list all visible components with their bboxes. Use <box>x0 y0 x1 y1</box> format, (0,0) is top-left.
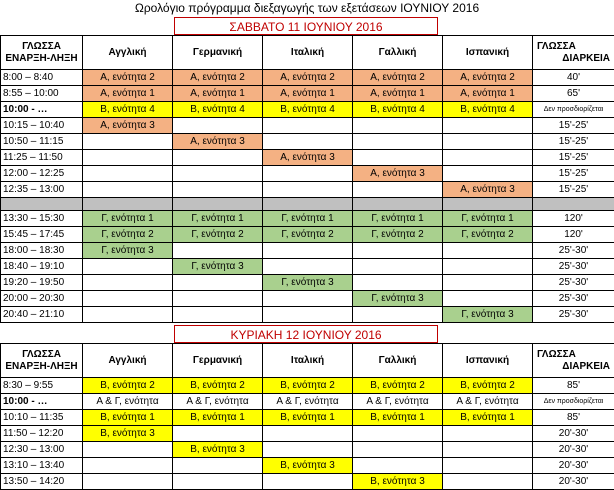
duration-cell: 15'-25' <box>533 182 614 198</box>
exam-cell <box>443 426 533 442</box>
time-cell: 12:00 – 12:25 <box>1 166 83 182</box>
schedule-row <box>1 86 614 102</box>
time-cell: 19:20 – 19:50 <box>1 275 83 291</box>
duration-cell: Δεν προσδιορίζεται <box>533 394 614 410</box>
duration-cell: 120' <box>533 227 614 243</box>
saturday-day-label: ΣΑΒΒΑΤΟ 11 ΙΟΥΝΙΟΥ 2016 <box>174 17 438 35</box>
exam-cell <box>353 243 443 259</box>
time-cell: 18:00 – 18:30 <box>1 243 83 259</box>
schedule-row <box>1 118 614 134</box>
exam-cell <box>173 291 263 307</box>
duration-cell: 20'-30' <box>533 442 614 458</box>
time-cell: 10:00 - … <box>1 394 83 410</box>
time-cell: 10:15 – 10:40 <box>1 118 83 134</box>
exam-cell: Α & Γ, ενότητα <box>83 394 173 410</box>
duration-cell: 20'-30' <box>533 458 614 474</box>
exam-cell: Β, ενότητα 1 <box>353 410 443 426</box>
exam-cell <box>263 307 353 323</box>
exam-cell: Β, ενότητα 3 <box>83 426 173 442</box>
time-cell: 10:50 – 11:15 <box>1 134 83 150</box>
exam-cell: Β, ενότητα 1 <box>173 410 263 426</box>
exam-cell <box>443 442 533 458</box>
exam-cell <box>263 259 353 275</box>
schedule-row <box>1 275 614 291</box>
exam-cell: Γ, ενότητα 2 <box>263 227 353 243</box>
exam-cell: Γ, ενότητα 1 <box>263 211 353 227</box>
header-start-end-label: ΕΝΑΡΞΗ-ΛΗΞΗ <box>1 53 82 65</box>
time-cell: 10:00 - … <box>1 102 83 118</box>
header-row <box>1 36 614 70</box>
exam-cell: Γ, ενότητα 3 <box>353 291 443 307</box>
duration-cell: 25'-30' <box>533 259 614 275</box>
separator-cell <box>263 198 353 211</box>
exam-cell <box>443 150 533 166</box>
exam-cell: Α, ενότητα 1 <box>263 86 353 102</box>
exam-cell <box>263 474 353 490</box>
time-cell: 8:55 – 10:00 <box>1 86 83 102</box>
exam-cell: Γ, ενότητα 1 <box>83 211 173 227</box>
time-cell: 15:45 – 17:45 <box>1 227 83 243</box>
schedule-row <box>1 102 614 118</box>
exam-cell <box>353 134 443 150</box>
schedule-row <box>1 410 614 426</box>
exam-cell <box>353 150 443 166</box>
duration-cell: 20'-30' <box>533 474 614 490</box>
exam-cell <box>83 166 173 182</box>
exam-cell: Β, ενότητα 4 <box>263 102 353 118</box>
time-cell: 8:00 – 8:40 <box>1 70 83 86</box>
time-cell: 18:40 – 19:10 <box>1 259 83 275</box>
exam-cell <box>443 275 533 291</box>
exam-cell <box>83 291 173 307</box>
separator-row <box>1 198 614 211</box>
exam-cell <box>353 458 443 474</box>
exam-cell: Β, ενότητα 1 <box>83 410 173 426</box>
schedule-row <box>1 291 614 307</box>
header-language: Γερμανική <box>173 36 263 70</box>
time-cell: 20:40 – 21:10 <box>1 307 83 323</box>
exam-cell <box>173 118 263 134</box>
schedule-row <box>1 243 614 259</box>
time-cell: 13:10 – 13:40 <box>1 458 83 474</box>
time-cell: 20:00 – 20:30 <box>1 291 83 307</box>
header-language: Γερμανική <box>173 344 263 378</box>
duration-cell: 15'-25' <box>533 150 614 166</box>
exam-cell <box>173 243 263 259</box>
schedule-row <box>1 378 614 394</box>
exam-cell: Α & Γ, ενότητα <box>443 394 533 410</box>
schedule-row <box>1 70 614 86</box>
exam-cell: Β, ενότητα 2 <box>263 378 353 394</box>
separator-cell <box>443 198 533 211</box>
separator-cell <box>83 198 173 211</box>
exam-cell: Α, ενότητα 2 <box>353 70 443 86</box>
saturday-schedule-table <box>0 35 614 323</box>
duration-cell: 40' <box>533 70 614 86</box>
exam-cell: Α, ενότητα 3 <box>353 166 443 182</box>
duration-cell: 15'-25' <box>533 118 614 134</box>
header-row <box>1 344 614 378</box>
exam-cell: Γ, ενότητα 1 <box>353 211 443 227</box>
exam-cell <box>173 307 263 323</box>
exam-cell: Α & Γ, ενότητα <box>353 394 443 410</box>
duration-cell: 15'-25' <box>533 134 614 150</box>
schedule-row <box>1 442 614 458</box>
exam-cell: Γ, ενότητα 2 <box>353 227 443 243</box>
header-duration <box>533 344 614 378</box>
header-duration-label: ΔΙΑΡΚΕΙΑ <box>533 361 614 373</box>
header-language: Ιταλική <box>263 344 353 378</box>
exam-cell: Α & Γ, ενότητα <box>263 394 353 410</box>
duration-cell: 25'-30' <box>533 291 614 307</box>
exam-cell <box>263 182 353 198</box>
exam-cell <box>173 166 263 182</box>
exam-cell <box>443 291 533 307</box>
exam-cell: Γ, ενότητα 2 <box>443 227 533 243</box>
exam-cell <box>83 474 173 490</box>
header-duration-lang-label: ΓΛΩΣΣΑ <box>533 349 614 361</box>
exam-cell <box>443 166 533 182</box>
header-lang-label: ΓΛΩΣΣΑ <box>1 349 82 361</box>
header-language: Αγγλική <box>83 36 173 70</box>
time-cell: 12:35 – 13:00 <box>1 182 83 198</box>
schedule-row <box>1 150 614 166</box>
exam-cell <box>263 426 353 442</box>
header-language: Ισπανική <box>443 344 533 378</box>
exam-cell: Γ, ενότητα 2 <box>83 227 173 243</box>
exam-cell <box>83 458 173 474</box>
schedule-row <box>1 134 614 150</box>
exam-cell: Β, ενότητα 2 <box>83 378 173 394</box>
separator-cell <box>1 198 83 211</box>
exam-cell: Α, ενότητα 2 <box>173 70 263 86</box>
sunday-day-label: ΚΥΡΙΑΚΗ 12 ΙΟΥΝΙΟΥ 2016 <box>174 325 438 343</box>
header-lang-label: ΓΛΩΣΣΑ <box>1 41 82 53</box>
exam-cell: Γ, ενότητα 3 <box>173 259 263 275</box>
separator-cell <box>353 198 443 211</box>
time-cell: 8:30 – 9:55 <box>1 378 83 394</box>
exam-cell: Α, ενότητα 1 <box>443 86 533 102</box>
exam-cell <box>443 259 533 275</box>
time-cell: 12:30 – 13:00 <box>1 442 83 458</box>
separator-cell <box>533 198 614 211</box>
exam-cell <box>83 275 173 291</box>
exam-cell <box>83 442 173 458</box>
exam-cell <box>173 474 263 490</box>
exam-cell: Β, ενότητα 3 <box>173 442 263 458</box>
exam-cell: Β, ενότητα 3 <box>353 474 443 490</box>
duration-cell: 25'-30' <box>533 275 614 291</box>
exam-cell <box>263 118 353 134</box>
exam-cell <box>263 442 353 458</box>
exam-cell <box>83 182 173 198</box>
duration-cell: Δεν προσδιορίζεται <box>533 102 614 118</box>
exam-cell <box>173 182 263 198</box>
exam-cell <box>443 118 533 134</box>
header-lang-start-end <box>1 36 83 70</box>
exam-cell: Γ, ενότητα 3 <box>263 275 353 291</box>
sunday-schedule-table <box>0 343 614 490</box>
exam-cell <box>173 458 263 474</box>
duration-cell: 15'-25' <box>533 166 614 182</box>
exam-cell: Γ, ενότητα 1 <box>173 211 263 227</box>
exam-cell: Α, ενότητα 1 <box>83 86 173 102</box>
exam-cell: Α, ενότητα 3 <box>173 134 263 150</box>
exam-cell: Α, ενότητα 2 <box>263 70 353 86</box>
schedule-row <box>1 394 614 410</box>
time-cell: 11:50 – 12:20 <box>1 426 83 442</box>
page-title: Ωρολόγιο πρόγραμμα διεξαγωγής των εξετάσεων ΙΟΥΝΙΟΥ 2016 <box>0 0 614 16</box>
exam-cell: Γ, ενότητα 2 <box>173 227 263 243</box>
exam-cell <box>353 118 443 134</box>
exam-cell <box>83 307 173 323</box>
schedule-row <box>1 458 614 474</box>
duration-cell: 85' <box>533 378 614 394</box>
exam-cell <box>173 150 263 166</box>
time-cell: 10:10 – 11:35 <box>1 410 83 426</box>
header-duration-lang-label: ΓΛΩΣΣΑ <box>533 41 614 53</box>
exam-cell: Β, ενότητα 1 <box>443 410 533 426</box>
schedule-row <box>1 426 614 442</box>
header-language: Ιταλική <box>263 36 353 70</box>
duration-cell: 120' <box>533 211 614 227</box>
exam-cell: Β, ενότητα 4 <box>83 102 173 118</box>
exam-cell: Γ, ενότητα 3 <box>83 243 173 259</box>
exam-cell: Α, ενότητα 3 <box>443 182 533 198</box>
exam-cell: Β, ενότητα 4 <box>173 102 263 118</box>
exam-cell <box>353 307 443 323</box>
schedule-row <box>1 307 614 323</box>
exam-cell <box>263 243 353 259</box>
exam-cell: Α, ενότητα 1 <box>353 86 443 102</box>
duration-cell: 20'-30' <box>533 426 614 442</box>
exam-cell <box>263 166 353 182</box>
schedule-row <box>1 182 614 198</box>
header-lang-start-end <box>1 344 83 378</box>
exam-cell <box>353 442 443 458</box>
exam-cell: Β, ενότητα 4 <box>443 102 533 118</box>
exam-cell: Α, ενότητα 2 <box>443 70 533 86</box>
duration-cell: 85' <box>533 410 614 426</box>
exam-cell: Β, ενότητα 2 <box>353 378 443 394</box>
exam-cell: Β, ενότητα 2 <box>443 378 533 394</box>
exam-cell: Β, ενότητα 4 <box>353 102 443 118</box>
exam-cell <box>83 150 173 166</box>
exam-cell: Α, ενότητα 3 <box>83 118 173 134</box>
exam-cell <box>443 458 533 474</box>
exam-cell <box>353 182 443 198</box>
exam-cell: Β, ενότητα 1 <box>263 410 353 426</box>
exam-cell <box>443 243 533 259</box>
exam-cell <box>443 474 533 490</box>
duration-cell: 25'-30' <box>533 243 614 259</box>
header-language: Αγγλική <box>83 344 173 378</box>
exam-cell <box>353 426 443 442</box>
exam-cell <box>83 134 173 150</box>
exam-cell <box>173 275 263 291</box>
schedule-row <box>1 211 614 227</box>
exam-cell <box>263 291 353 307</box>
time-cell: 13:50 – 14:20 <box>1 474 83 490</box>
exam-cell: Α, ενότητα 2 <box>83 70 173 86</box>
header-duration-label: ΔΙΑΡΚΕΙΑ <box>533 53 614 65</box>
header-start-end-label: ΕΝΑΡΞΗ-ΛΗΞΗ <box>1 361 82 373</box>
exam-cell: Γ, ενότητα 1 <box>443 211 533 227</box>
exam-cell: Β, ενότητα 3 <box>263 458 353 474</box>
header-language: Γαλλική <box>353 344 443 378</box>
duration-cell: 25'-30' <box>533 307 614 323</box>
exam-cell <box>353 275 443 291</box>
time-cell: 11:25 – 11:50 <box>1 150 83 166</box>
exam-cell <box>83 259 173 275</box>
schedule-row <box>1 166 614 182</box>
header-duration <box>533 36 614 70</box>
exam-cell <box>173 426 263 442</box>
exam-cell: Α, ενότητα 3 <box>263 150 353 166</box>
exam-cell <box>443 134 533 150</box>
exam-cell: Β, ενότητα 2 <box>173 378 263 394</box>
separator-cell <box>173 198 263 211</box>
duration-cell: 65' <box>533 86 614 102</box>
time-cell: 13:30 – 15:30 <box>1 211 83 227</box>
header-language: Γαλλική <box>353 36 443 70</box>
exam-cell <box>353 259 443 275</box>
schedule-row <box>1 474 614 490</box>
exam-cell: Γ, ενότητα 3 <box>443 307 533 323</box>
schedule-row <box>1 227 614 243</box>
exam-cell: Α & Γ, ενότητα <box>173 394 263 410</box>
exam-cell <box>263 134 353 150</box>
exam-cell: Α, ενότητα 1 <box>173 86 263 102</box>
header-language: Ισπανική <box>443 36 533 70</box>
schedule-row <box>1 259 614 275</box>
